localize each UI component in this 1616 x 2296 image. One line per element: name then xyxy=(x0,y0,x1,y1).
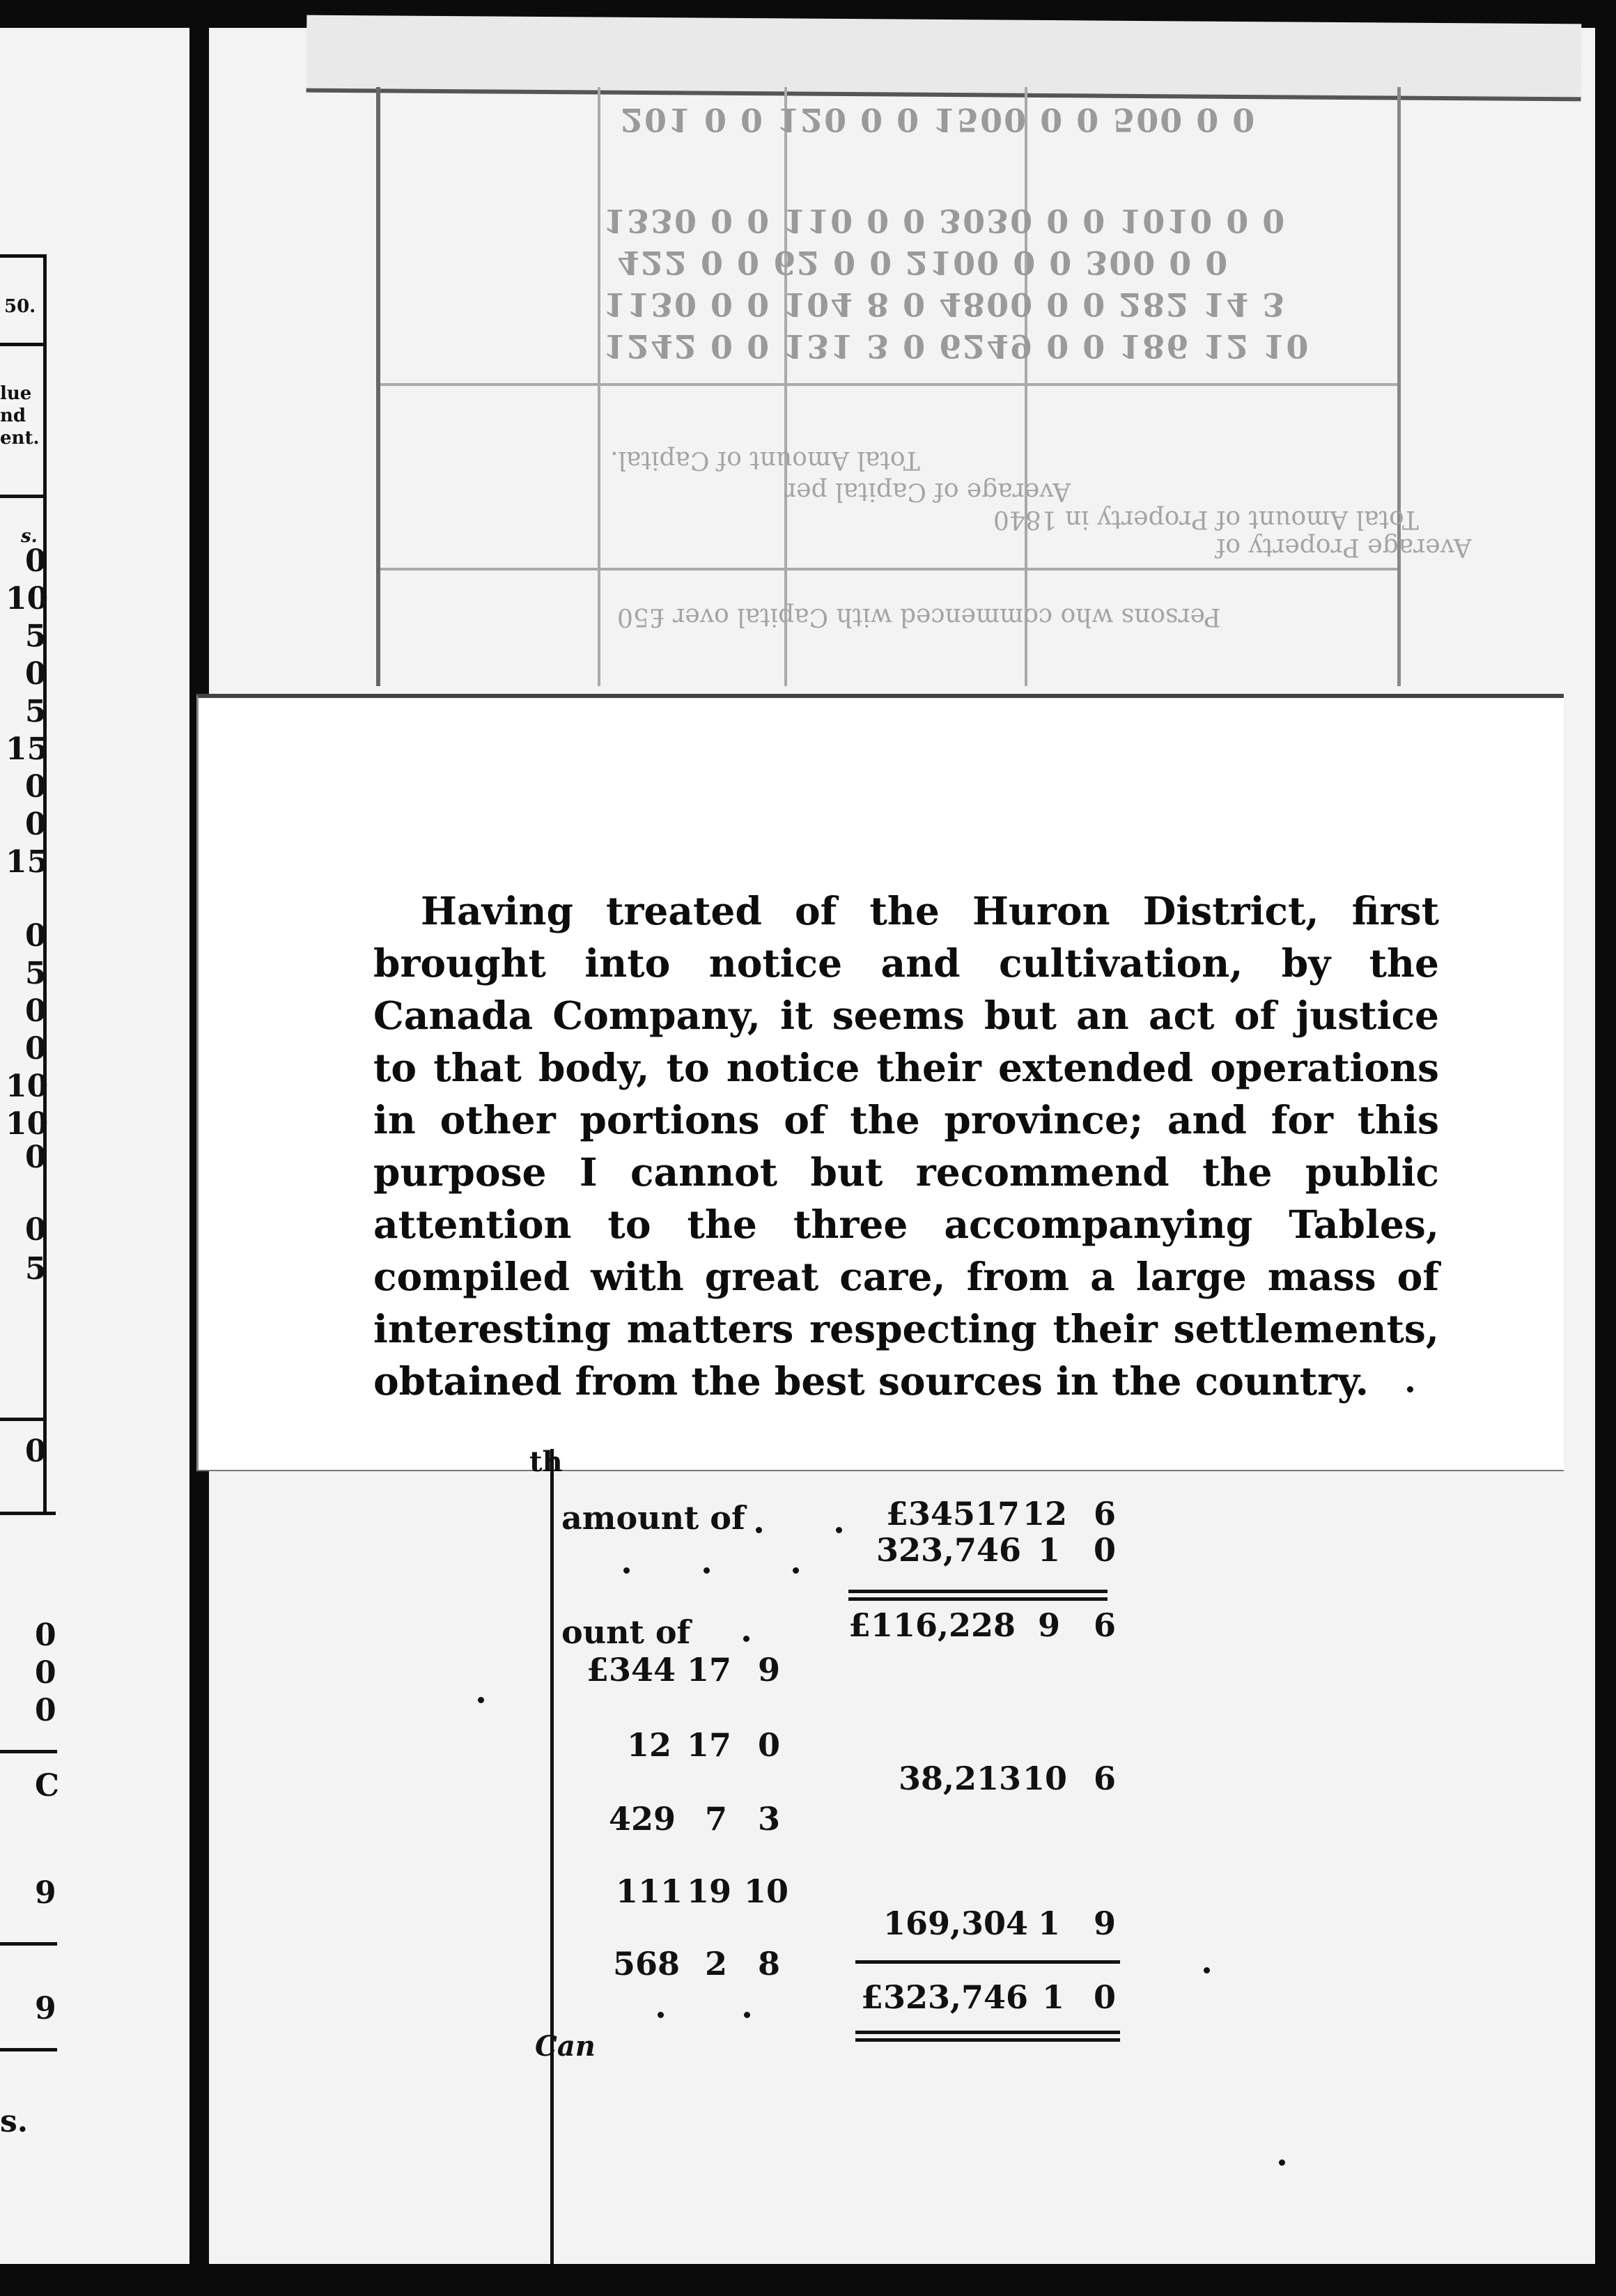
row3-label: ount of xyxy=(561,1613,691,1651)
row1-pounds: £34517 xyxy=(886,1495,1020,1533)
item-pounds: 429 xyxy=(609,1800,676,1838)
left-column-rule xyxy=(43,254,47,1515)
leader-dot xyxy=(704,1567,710,1574)
paragraph-text: Having treated of the Huron District, first brought into notice and cultivation, by the Canada Company, it seems but an act of justice to that body, to notice their extended operations in other portions of the province; and for this purpose I cannot but recommend the public attention to the three accompanying Tables, compiled with great care, from a large mass of interesting matters respecting their settlements, obtained from the best sources in the country. xyxy=(373,888,1439,1404)
left-total-value: 0 xyxy=(25,1434,47,1469)
double-rule-1a xyxy=(848,1590,1108,1593)
item-pence: 3 xyxy=(758,1800,781,1838)
leader-dot xyxy=(793,1567,799,1574)
item-pounds: 12 xyxy=(627,1726,672,1764)
left-value: 15 xyxy=(6,731,49,767)
item-shillings: 19 xyxy=(687,1872,732,1910)
leader-dot xyxy=(744,2012,750,2018)
item-shillings: 7 xyxy=(705,1800,728,1838)
left-currency-unit: s. xyxy=(21,526,38,547)
row1-label: amount of xyxy=(561,1499,745,1537)
left-value-c: C xyxy=(35,1768,60,1804)
left-header-line-2: nd xyxy=(0,405,26,426)
account-left-rule xyxy=(550,1449,554,2264)
item-pounds: 568 xyxy=(613,1945,681,1983)
left-value: 10 xyxy=(6,581,49,616)
item-pence: 10 xyxy=(744,1872,789,1910)
sum-rule xyxy=(855,1960,1120,1964)
left-value: 0 xyxy=(25,1031,47,1066)
left-subheader-rule xyxy=(0,495,46,498)
left-value: 0 xyxy=(35,1655,56,1691)
left-total-rule-bottom xyxy=(0,1512,56,1515)
item-pence: 8 xyxy=(758,1945,781,1983)
subtotal1-pounds: 38,213 xyxy=(899,1760,1022,1797)
left-value-9a: 9 xyxy=(35,1875,56,1911)
double-rule-1b xyxy=(848,1597,1108,1601)
left-value: 0 xyxy=(25,656,47,692)
double-rule-2a xyxy=(855,2031,1120,2034)
leader-dot xyxy=(623,1567,630,1574)
left-value: 10 xyxy=(6,1106,49,1142)
left-value: 0 xyxy=(25,1212,47,1248)
subtotal1-shillings: 10 xyxy=(1023,1760,1068,1797)
left-value: 0 xyxy=(25,769,47,805)
row2-pence: 0 xyxy=(1094,1531,1117,1569)
left-year-label: 50. xyxy=(4,296,36,317)
left-value-9b: 9 xyxy=(35,1991,56,2026)
row2-shillings: 1 xyxy=(1038,1531,1061,1569)
left-header-line-3: ent. xyxy=(0,428,40,449)
row3-pounds: £116,228 xyxy=(848,1606,1016,1644)
total-shillings: 1 xyxy=(1042,1978,1065,2016)
left-rule-9 xyxy=(0,1942,57,1946)
subtotal2-pence: 9 xyxy=(1094,1905,1117,1942)
footer-partial-text: Can xyxy=(535,2030,596,2063)
item-shillings: 2 xyxy=(705,1945,728,1983)
row1-shillings: 12 xyxy=(1023,1495,1068,1533)
row3-pence: 6 xyxy=(1094,1606,1117,1644)
leader-dot xyxy=(658,2012,664,2018)
left-header-rule xyxy=(0,343,46,346)
left-lower-rule xyxy=(0,1750,57,1753)
body-paragraph xyxy=(373,885,1439,1407)
left-value: 15 xyxy=(6,844,49,880)
left-value: 5 xyxy=(25,1251,47,1287)
item-pounds: 111 xyxy=(616,1872,683,1910)
left-rule-final xyxy=(0,2048,57,2051)
row2-pounds: 323,746 xyxy=(876,1531,1022,1569)
item-pence: 0 xyxy=(758,1726,781,1764)
subtotal1-pence: 6 xyxy=(1094,1760,1117,1797)
left-footer: s. xyxy=(0,2104,29,2139)
total-pence: 0 xyxy=(1094,1978,1117,2016)
left-value: 5 xyxy=(25,956,47,991)
left-total-rule xyxy=(0,1418,46,1421)
item-pounds: £344 xyxy=(586,1651,676,1689)
left-value: 0 xyxy=(35,1618,56,1653)
subtotal2-shillings: 1 xyxy=(1038,1905,1061,1942)
leader-dot xyxy=(756,1527,762,1533)
partial-text-th: th xyxy=(529,1445,563,1478)
ink-speck xyxy=(1407,1386,1413,1393)
left-value: 0 xyxy=(25,1140,47,1175)
ink-speck xyxy=(1204,1967,1210,1973)
row3-shillings: 9 xyxy=(1038,1606,1061,1644)
left-value: 10 xyxy=(6,1069,49,1104)
left-value: 0 xyxy=(25,543,47,579)
total-pounds: £323,746 xyxy=(861,1978,1029,2016)
item-pence: 9 xyxy=(758,1651,781,1689)
item-shillings: 17 xyxy=(687,1651,732,1689)
left-header-line-1: lue xyxy=(0,383,32,404)
left-value: 0 xyxy=(25,807,47,842)
item-shillings: 17 xyxy=(687,1726,732,1764)
left-value: 0 xyxy=(35,1693,56,1728)
left-value: 0 xyxy=(25,918,47,954)
ink-speck xyxy=(478,1697,484,1703)
leader-dot xyxy=(743,1636,749,1642)
subtotal2-pounds: 169,304 xyxy=(883,1905,1029,1942)
row1-pence: 6 xyxy=(1094,1495,1117,1533)
leader-dot xyxy=(836,1527,842,1533)
bleed-through-table: 201 0 0 120 0 0 1500 0 0 500 0 0 1330 0 0 110 0 0 3030 0 0 1010 0 0 422 0 0 62 0 0 2100 0 0 300 0 0 1130 0 0 104 8 0 4800 0 0 282 14 3 1242 0 0 131 3 0 6249 0 0 186 12 10 Total Amount of Capital. Average of Capital per Total Amount of Property in 1840 Average Property of Persons who commenced with Capital over £50 xyxy=(376,87,1401,686)
left-value: 5 xyxy=(25,694,47,729)
double-rule-2b xyxy=(855,2038,1120,2042)
left-value: 5 xyxy=(25,619,47,654)
left-header-rule-top xyxy=(0,254,46,258)
bottom-border xyxy=(0,2263,1616,2296)
ink-speck xyxy=(1279,2159,1285,2166)
left-value: 0 xyxy=(25,993,47,1029)
